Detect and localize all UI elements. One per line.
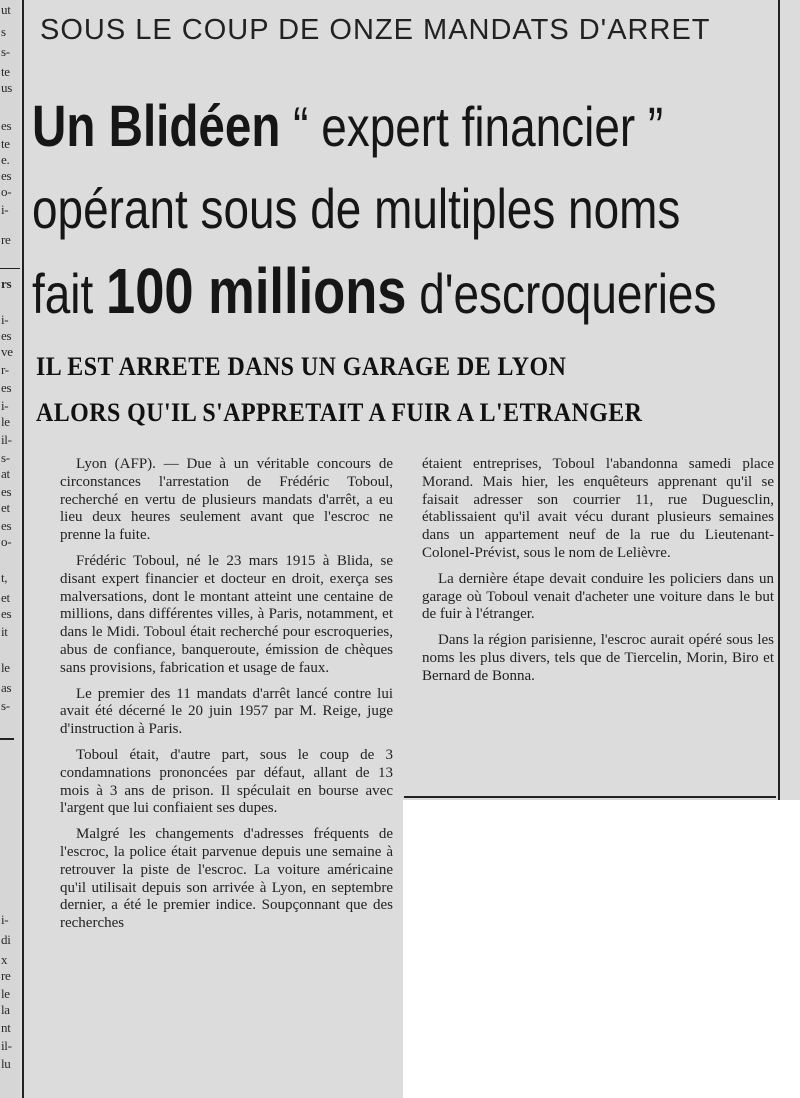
margin-fragment: s- [1,698,10,713]
paragraph: La dernière étape devait conduire les policiers dans un garage où Toboul venait d'acheter une voiture dans le but de fuir à l'étranger. [422,570,774,623]
margin-fragment: r- [1,362,9,377]
margin-fragment: le [1,414,10,429]
margin-fragment: la [1,1002,10,1017]
margin-fragment: di [1,932,11,947]
article-column-right [422,456,774,686]
subheadline-line-1: IL EST ARRETE DANS UN GARAGE DE LYON [36,352,567,381]
margin-fragment: il- [1,432,12,447]
margin-fragment: i- [1,312,9,327]
margin-fragment: o- [1,534,12,549]
margin-fragment: t, [1,570,8,585]
margin-fragment: rs [1,276,12,291]
headline-text: fait [32,262,107,325]
kicker: SOUS LE COUP DE ONZE MANDATS D'ARRET [40,14,711,46]
margin-fragment: le [1,660,10,675]
margin-fragment: es [1,518,12,533]
margin-fragment: es [1,606,12,621]
article-column-left [60,456,393,933]
paragraph: Frédéric Toboul, né le 23 mars 1915 à Blida, se disant expert financier et docteur en droit, exerça ses malversations, dont le montant atteint une centaine de millions, dans différentes villes, à Paris, notamment, et dans le Midi. Toboul était recherché pour escroqueries, abus de confiance, banqueroute, émission de chèques sans provisions, fabrication et usage de faux. [60,552,393,676]
margin-fragment: es [1,484,12,499]
headline-line-2: opérant sous de multiples noms [32,177,681,240]
headline-line-1 [32,86,664,168]
paragraph: Toboul était, d'autre part, sous le coup de 3 condamnations prononcées par défaut, allant de 13 mois à 3 ans de prison. Il spéculait en bourse avec l'argent que lui confiaient ses dupes. [60,746,393,817]
article-end-rule [404,796,776,798]
margin-fragment: i- [1,912,9,927]
margin-fragment: te [1,64,10,79]
margin-fragment: ut [1,2,11,17]
blank-area [403,800,800,1098]
margin-fragment: at [1,466,10,481]
margin-fragment: s- [1,44,10,59]
paragraph: Dans la région parisienne, l'escroc aurait opéré sous les noms les plus divers, tels que de Tiercelin, Morin, Biro et Bernard de Bonna. [422,632,774,684]
headline-line-3 [32,250,717,332]
margin-fragment: es [1,168,12,183]
margin-fragment: et [1,500,10,515]
margin-fragment: es [1,328,12,343]
margin-fragment: es [1,380,12,395]
margin-fragment: nt [1,1020,11,1035]
margin-fragment: il- [1,1038,12,1053]
margin-fragment: x [1,952,8,967]
headline-bold: 100 millions [106,255,407,327]
paragraph: Lyon (AFP). — Due à un véritable concours de circonstances l'arrestation de Frédéric Toboul, recherché en vertu de plusieurs mandats d'arrêt, a eu lieu deux heures seulement avant que l'escroc ne prenne la fuite. [60,456,393,544]
paragraph: Malgré les changements d'adresses fréquents de l'escroc, la police était parvenue depuis une semaine à retrouver la piste de l'escroc. La voiture américaine qu'il utilisait depuis son arrivée à Lyon, en septembre dernier, a été le premier indice. Soupçonnant que des recherches [60,826,393,932]
margin-fragment: s [1,24,6,39]
headline [32,86,717,332]
margin-rule [0,268,20,269]
margin-fragment: te [1,136,10,151]
margin-fragment: s- [1,450,10,465]
margin-fragment: lu [1,1056,11,1071]
margin-fragment: re [1,232,11,247]
column-divider-right [778,0,780,800]
margin-fragment: us [1,80,12,95]
margin-fragment: it [1,624,8,639]
paragraph: étaient entreprises, Toboul l'abandonna samedi place Morand. Mais hier, les enquêteurs apprenant qu'il se faisait adresser son courrier 11, rue Duguesclin, établissaient qu'il avait vécu durant plusieurs semaines dans un appartement neuf de la rue du Lieutenant-Colonel-Prévist, sous le nom de Lelièvre. [422,456,774,561]
subheadline-line-2: ALORS QU'IL S'APPRETAIT A FUIR A L'ETRANGER [36,398,643,427]
margin-rule [0,738,14,740]
margin-fragment: re [1,968,11,983]
column-divider-left [22,0,24,1098]
headline-text: d'escroqueries [406,262,717,325]
headline-bold: Un Blidéen [32,94,281,159]
margin-fragment: i- [1,202,9,217]
adjacent-column-fragments [0,0,20,1098]
margin-fragment: et [1,590,10,605]
paragraph: Le premier des 11 mandats d'arrêt lancé contre lui avait été décerné le 20 juin 1957 par M. Reige, juge d'instruction à Paris. [60,685,393,738]
margin-fragment: i- [1,398,9,413]
margin-fragment: e. [1,152,10,167]
margin-fragment: ve [1,344,13,359]
margin-fragment: es [1,118,12,133]
margin-fragment: as [1,680,12,695]
margin-fragment: o- [1,184,12,199]
headline-text: “ expert financier ” [280,95,664,158]
margin-fragment: le [1,986,10,1001]
